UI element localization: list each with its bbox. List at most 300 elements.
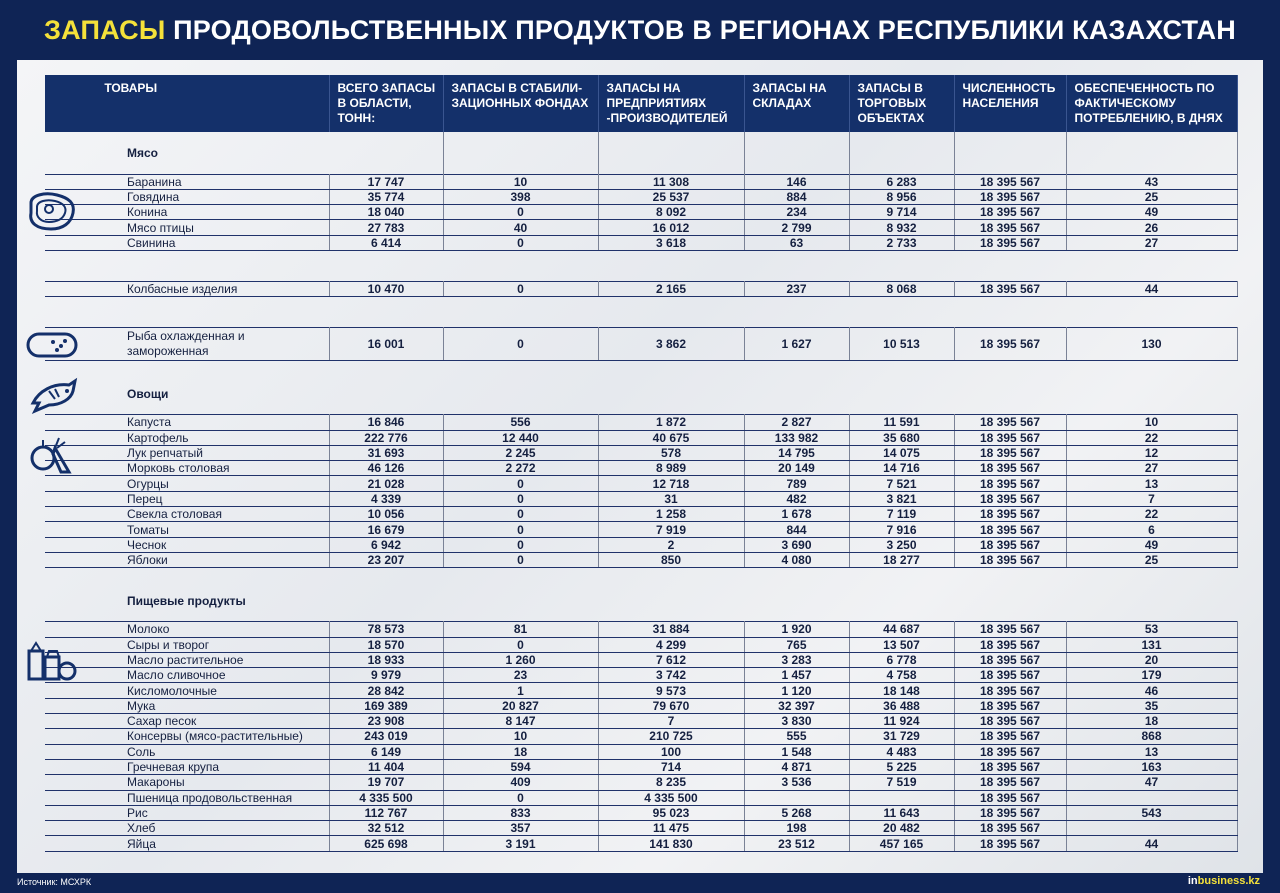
value-cell: 22 — [1066, 507, 1237, 522]
value-cell: 18 395 567 — [954, 775, 1066, 790]
value-cell: 8 068 — [849, 281, 954, 296]
value-cell: 237 — [744, 281, 849, 296]
section-gap — [45, 568, 1237, 580]
value-cell: 31 — [598, 491, 744, 506]
value-cell: 18 395 567 — [954, 507, 1066, 522]
product-name: Рис — [45, 805, 329, 820]
value-cell: 22 — [1066, 430, 1237, 445]
value-cell: 20 — [1066, 652, 1237, 667]
table-row — [45, 744, 1237, 759]
section-gap — [45, 250, 1237, 281]
value-cell: 8 235 — [598, 775, 744, 790]
value-cell: 9 979 — [329, 668, 443, 683]
product-name: Пшеница продовольственная — [45, 790, 329, 805]
section-title: Овощи — [127, 386, 169, 401]
value-cell: 7 — [598, 714, 744, 729]
value-cell: 482 — [744, 491, 849, 506]
section-header-cell — [744, 373, 849, 415]
table-row — [45, 683, 1237, 698]
value-cell: 131 — [1066, 637, 1237, 652]
value-cell: 578 — [598, 445, 744, 460]
section-header-cell — [598, 373, 744, 415]
value-cell: 25 537 — [598, 189, 744, 204]
value-cell: 457 165 — [849, 836, 954, 851]
value-cell: 6 149 — [329, 744, 443, 759]
column-header-7: ОБЕСПЕЧЕННОСТЬ ПО ФАКТИЧЕСКОМУ ПОТРЕБЛЕНИЮ, В ДНЯХ — [1066, 75, 1237, 132]
table-row — [45, 189, 1237, 204]
section-header-cell — [598, 580, 744, 622]
value-cell: 3 618 — [598, 235, 744, 250]
section-header-cell — [329, 373, 443, 415]
value-cell: 18 395 567 — [954, 805, 1066, 820]
value-cell: 23 207 — [329, 552, 443, 567]
value-cell: 0 — [443, 522, 598, 537]
value-cell: 141 830 — [598, 836, 744, 851]
value-cell: 31 884 — [598, 622, 744, 637]
value-cell: 18 570 — [329, 637, 443, 652]
section-header-cell — [329, 580, 443, 622]
table-row — [45, 220, 1237, 235]
table-row — [45, 491, 1237, 506]
value-cell: 868 — [1066, 729, 1237, 744]
product-name: Масло сливочное — [45, 668, 329, 683]
value-cell: 18 395 567 — [954, 189, 1066, 204]
value-cell: 112 767 — [329, 805, 443, 820]
column-header-0: ТОВАРЫ — [45, 75, 329, 132]
table-header — [45, 75, 1237, 132]
value-cell: 0 — [443, 790, 598, 805]
content-panel — [17, 60, 1263, 873]
section-header-cell — [744, 580, 849, 622]
value-cell: 4 758 — [849, 668, 954, 683]
value-cell: 11 591 — [849, 415, 954, 430]
section-header-cell — [744, 132, 849, 174]
value-cell: 2 — [598, 537, 744, 552]
value-cell: 146 — [744, 174, 849, 189]
value-cell: 32 397 — [744, 698, 849, 713]
value-cell: 44 687 — [849, 622, 954, 637]
value-cell: 884 — [744, 189, 849, 204]
table-row — [45, 522, 1237, 537]
value-cell: 3 821 — [849, 491, 954, 506]
value-cell: 25 — [1066, 552, 1237, 567]
product-name: Рыба охлажденная и замороженная — [45, 328, 329, 361]
value-cell: 5 268 — [744, 805, 849, 820]
section-gap — [45, 361, 1237, 373]
value-cell: 1 — [443, 683, 598, 698]
section-header-cell — [954, 580, 1066, 622]
value-cell: 18 395 567 — [954, 205, 1066, 220]
value-cell: 14 075 — [849, 445, 954, 460]
value-cell: 18 395 567 — [954, 461, 1066, 476]
value-cell: 40 — [443, 220, 598, 235]
table-row — [45, 552, 1237, 567]
value-cell: 3 191 — [443, 836, 598, 851]
value-cell: 35 680 — [849, 430, 954, 445]
section-header-cell — [443, 132, 598, 174]
value-cell: 6 942 — [329, 537, 443, 552]
value-cell: 28 842 — [329, 683, 443, 698]
value-cell: 7 612 — [598, 652, 744, 667]
value-cell: 14 795 — [744, 445, 849, 460]
value-cell: 7 919 — [598, 522, 744, 537]
value-cell — [849, 790, 954, 805]
value-cell: 79 670 — [598, 698, 744, 713]
section-title: Мясо — [127, 145, 159, 160]
value-cell: 243 019 — [329, 729, 443, 744]
value-cell: 0 — [443, 328, 598, 361]
grocery-products-icon — [25, 637, 79, 683]
product-name: Огурцы — [45, 476, 329, 491]
table-row — [45, 281, 1237, 296]
value-cell: 18 395 567 — [954, 698, 1066, 713]
value-cell: 543 — [1066, 805, 1237, 820]
value-cell: 43 — [1066, 174, 1237, 189]
value-cell: 1 548 — [744, 744, 849, 759]
value-cell: 1 260 — [443, 652, 598, 667]
value-cell: 4 335 500 — [329, 790, 443, 805]
product-name: Соль — [45, 744, 329, 759]
value-cell: 17 747 — [329, 174, 443, 189]
value-cell: 18 395 567 — [954, 652, 1066, 667]
section-header-cell — [1066, 132, 1237, 174]
value-cell: 765 — [744, 637, 849, 652]
value-cell: 18 395 567 — [954, 729, 1066, 744]
table-row — [45, 174, 1237, 189]
value-cell: 81 — [443, 622, 598, 637]
section-header-cell — [598, 132, 744, 174]
value-cell: 44 — [1066, 281, 1237, 296]
value-cell: 357 — [443, 821, 598, 836]
value-cell: 18 395 567 — [954, 281, 1066, 296]
value-cell: 23 908 — [329, 714, 443, 729]
value-cell: 4 299 — [598, 637, 744, 652]
value-cell: 95 023 — [598, 805, 744, 820]
brand-logo-in: in — [1187, 875, 1198, 887]
product-name: Свинина — [45, 235, 329, 250]
value-cell: 8 989 — [598, 461, 744, 476]
product-name: Свекла столовая — [45, 507, 329, 522]
section-header-row — [45, 132, 1237, 174]
value-cell: 16 012 — [598, 220, 744, 235]
value-cell: 4 335 500 — [598, 790, 744, 805]
product-name: Конина — [45, 205, 329, 220]
value-cell: 18 395 567 — [954, 220, 1066, 235]
value-cell: 130 — [1066, 328, 1237, 361]
value-cell: 10 470 — [329, 281, 443, 296]
value-cell: 18 277 — [849, 552, 954, 567]
value-cell: 11 404 — [329, 759, 443, 774]
column-header-2: ЗАПАСЫ В СТАБИЛИ- ЗАЦИОННЫХ ФОНДАХ — [443, 75, 598, 132]
table-row — [45, 235, 1237, 250]
table-row — [45, 507, 1237, 522]
column-header-5: ЗАПАСЫ В ТОРГОВЫХ ОБЪЕКТАХ — [849, 75, 954, 132]
product-name: Морковь столовая — [45, 461, 329, 476]
value-cell: 27 783 — [329, 220, 443, 235]
value-cell: 2 799 — [744, 220, 849, 235]
product-name: Лук репчатый — [45, 445, 329, 460]
value-cell: 4 871 — [744, 759, 849, 774]
value-cell: 20 149 — [744, 461, 849, 476]
value-cell: 1 627 — [744, 328, 849, 361]
value-cell: 16 846 — [329, 415, 443, 430]
value-cell: 555 — [744, 729, 849, 744]
value-cell: 11 924 — [849, 714, 954, 729]
value-cell: 46 — [1066, 683, 1237, 698]
value-cell: 47 — [1066, 775, 1237, 790]
value-cell: 2 827 — [744, 415, 849, 430]
column-header-3: ЗАПАСЫ НА ПРЕДПРИЯТИЯХ -ПРОИЗВОДИТЕЛЕЙ — [598, 75, 744, 132]
value-cell: 44 — [1066, 836, 1237, 851]
table-row — [45, 698, 1237, 713]
value-cell: 1 872 — [598, 415, 744, 430]
value-cell: 19 707 — [329, 775, 443, 790]
value-cell: 0 — [443, 235, 598, 250]
value-cell: 0 — [443, 537, 598, 552]
section-header-cell — [443, 373, 598, 415]
table-row — [45, 759, 1237, 774]
value-cell: 210 725 — [598, 729, 744, 744]
value-cell: 6 414 — [329, 235, 443, 250]
section-title: Пищевые продукты — [127, 593, 246, 608]
value-cell: 10 — [443, 174, 598, 189]
value-cell: 32 512 — [329, 821, 443, 836]
value-cell: 27 — [1066, 461, 1237, 476]
value-cell: 0 — [443, 507, 598, 522]
value-cell: 4 339 — [329, 491, 443, 506]
value-cell: 18 395 567 — [954, 522, 1066, 537]
value-cell: 40 675 — [598, 430, 744, 445]
value-cell: 163 — [1066, 759, 1237, 774]
value-cell: 13 507 — [849, 637, 954, 652]
value-cell — [744, 790, 849, 805]
table-row — [45, 461, 1237, 476]
value-cell: 16 679 — [329, 522, 443, 537]
column-header-1: ВСЕГО ЗАПАСЫ В ОБЛАСТИ, ТОНН: — [329, 75, 443, 132]
value-cell: 7 119 — [849, 507, 954, 522]
table-row — [45, 775, 1237, 790]
value-cell: 18 040 — [329, 205, 443, 220]
product-name: Яйца — [45, 836, 329, 851]
section-header-cell — [954, 132, 1066, 174]
value-cell: 18 395 567 — [954, 491, 1066, 506]
value-cell: 594 — [443, 759, 598, 774]
value-cell: 18 395 567 — [954, 821, 1066, 836]
value-cell: 53 — [1066, 622, 1237, 637]
section-header-cell — [849, 580, 954, 622]
table-row — [45, 805, 1237, 820]
value-cell: 1 457 — [744, 668, 849, 683]
title-bar — [0, 0, 1280, 60]
value-cell: 31 693 — [329, 445, 443, 460]
value-cell: 179 — [1066, 668, 1237, 683]
table-row — [45, 622, 1237, 637]
value-cell: 36 488 — [849, 698, 954, 713]
value-cell: 4 483 — [849, 744, 954, 759]
table-row — [45, 652, 1237, 667]
value-cell: 25 — [1066, 189, 1237, 204]
value-cell: 18 395 567 — [954, 174, 1066, 189]
value-cell: 7 521 — [849, 476, 954, 491]
value-cell: 35 774 — [329, 189, 443, 204]
value-cell: 20 827 — [443, 698, 598, 713]
product-name: Сыры и творог — [45, 637, 329, 652]
value-cell: 18 395 567 — [954, 476, 1066, 491]
product-name: Сахар песок — [45, 714, 329, 729]
value-cell: 18 395 567 — [954, 683, 1066, 698]
value-cell: 18 395 567 — [954, 744, 1066, 759]
value-cell: 844 — [744, 522, 849, 537]
value-cell: 31 729 — [849, 729, 954, 744]
table-row — [45, 415, 1237, 430]
value-cell: 8 147 — [443, 714, 598, 729]
product-name: Масло растительное — [45, 652, 329, 667]
value-cell: 10 513 — [849, 328, 954, 361]
value-cell: 4 080 — [744, 552, 849, 567]
fish-icon — [25, 369, 79, 415]
value-cell: 11 308 — [598, 174, 744, 189]
value-cell: 8 932 — [849, 220, 954, 235]
value-cell: 234 — [744, 205, 849, 220]
product-name: Мясо птицы — [45, 220, 329, 235]
value-cell: 21 028 — [329, 476, 443, 491]
table-row — [45, 668, 1237, 683]
value-cell: 833 — [443, 805, 598, 820]
value-cell: 9 573 — [598, 683, 744, 698]
value-cell: 7 916 — [849, 522, 954, 537]
value-cell: 18 395 567 — [954, 622, 1066, 637]
value-cell: 10 — [1066, 415, 1237, 430]
page-title-rest: ПРОДОВОЛЬСТВЕННЫХ ПРОДУКТОВ В РЕГИОНАХ РЕСПУБЛИКИ КАЗАХСТАН — [165, 14, 1236, 45]
value-cell: 49 — [1066, 205, 1237, 220]
value-cell: 18 395 567 — [954, 537, 1066, 552]
brand-logo[interactable] — [1188, 875, 1260, 887]
value-cell: 1 920 — [744, 622, 849, 637]
table-row — [45, 729, 1237, 744]
table-row — [45, 205, 1237, 220]
section-header-cell — [849, 373, 954, 415]
value-cell: 7 519 — [849, 775, 954, 790]
value-cell: 789 — [744, 476, 849, 491]
value-cell: 18 — [443, 744, 598, 759]
product-name: Гречневая крупа — [45, 759, 329, 774]
value-cell: 18 395 567 — [954, 714, 1066, 729]
food-stocks-table — [45, 75, 1238, 852]
product-name: Баранина — [45, 174, 329, 189]
value-cell: 0 — [443, 476, 598, 491]
value-cell: 23 512 — [744, 836, 849, 851]
value-cell: 27 — [1066, 235, 1237, 250]
vegetables-icon — [25, 430, 79, 476]
value-cell: 625 698 — [329, 836, 443, 851]
table-row — [45, 476, 1237, 491]
section-header-cell — [1066, 580, 1237, 622]
value-cell: 2 245 — [443, 445, 598, 460]
value-cell: 3 742 — [598, 668, 744, 683]
table-row — [45, 637, 1237, 652]
value-cell: 556 — [443, 415, 598, 430]
value-cell: 3 862 — [598, 328, 744, 361]
value-cell: 20 482 — [849, 821, 954, 836]
value-cell: 1 120 — [744, 683, 849, 698]
section-header-cell — [1066, 373, 1237, 415]
value-cell: 198 — [744, 821, 849, 836]
table-row — [45, 430, 1237, 445]
value-cell: 850 — [598, 552, 744, 567]
value-cell: 10 — [443, 729, 598, 744]
value-cell: 12 — [1066, 445, 1237, 460]
value-cell: 18 148 — [849, 683, 954, 698]
value-cell: 8 956 — [849, 189, 954, 204]
table-row — [45, 836, 1237, 851]
section-header-cell — [954, 373, 1066, 415]
product-name: Молоко — [45, 622, 329, 637]
value-cell: 18 395 567 — [954, 637, 1066, 652]
value-cell: 18 395 567 — [954, 415, 1066, 430]
product-name: Яблоки — [45, 552, 329, 567]
table-row — [45, 821, 1237, 836]
table-row — [45, 445, 1237, 460]
value-cell: 18 395 567 — [954, 759, 1066, 774]
value-cell: 18 933 — [329, 652, 443, 667]
table-body — [45, 132, 1237, 851]
value-cell: 2 165 — [598, 281, 744, 296]
section-header-cell — [443, 580, 598, 622]
product-name: Хлеб — [45, 821, 329, 836]
value-cell: 0 — [443, 552, 598, 567]
product-name: Томаты — [45, 522, 329, 537]
brand-logo-rest: business.kz — [1197, 875, 1260, 887]
value-cell: 5 225 — [849, 759, 954, 774]
value-cell: 0 — [443, 281, 598, 296]
value-cell: 12 718 — [598, 476, 744, 491]
value-cell: 26 — [1066, 220, 1237, 235]
table-row — [45, 537, 1237, 552]
meat-steak-icon — [25, 189, 79, 235]
value-cell: 16 001 — [329, 328, 443, 361]
value-cell: 3 283 — [744, 652, 849, 667]
product-name: Чеснок — [45, 537, 329, 552]
value-cell: 3 690 — [744, 537, 849, 552]
value-cell: 1 258 — [598, 507, 744, 522]
value-cell: 6 778 — [849, 652, 954, 667]
value-cell: 3 536 — [744, 775, 849, 790]
value-cell: 133 982 — [744, 430, 849, 445]
value-cell: 46 126 — [329, 461, 443, 476]
value-cell: 49 — [1066, 537, 1237, 552]
product-name: Макароны — [45, 775, 329, 790]
product-name: Консервы (мясо-растительные) — [45, 729, 329, 744]
value-cell: 398 — [443, 189, 598, 204]
value-cell: 0 — [443, 205, 598, 220]
column-header-4: ЗАПАСЫ НА СКЛАДАХ — [744, 75, 849, 132]
value-cell: 169 389 — [329, 698, 443, 713]
value-cell: 0 — [443, 491, 598, 506]
value-cell — [1066, 821, 1237, 836]
value-cell: 714 — [598, 759, 744, 774]
value-cell: 9 714 — [849, 205, 954, 220]
value-cell: 18 395 567 — [954, 328, 1066, 361]
value-cell: 11 475 — [598, 821, 744, 836]
section-header-row — [45, 373, 1237, 415]
value-cell: 18 395 567 — [954, 235, 1066, 250]
value-cell: 18 395 567 — [954, 668, 1066, 683]
value-cell: 2 733 — [849, 235, 954, 250]
value-cell: 78 573 — [329, 622, 443, 637]
value-cell: 13 — [1066, 744, 1237, 759]
value-cell: 409 — [443, 775, 598, 790]
value-cell: 7 — [1066, 491, 1237, 506]
